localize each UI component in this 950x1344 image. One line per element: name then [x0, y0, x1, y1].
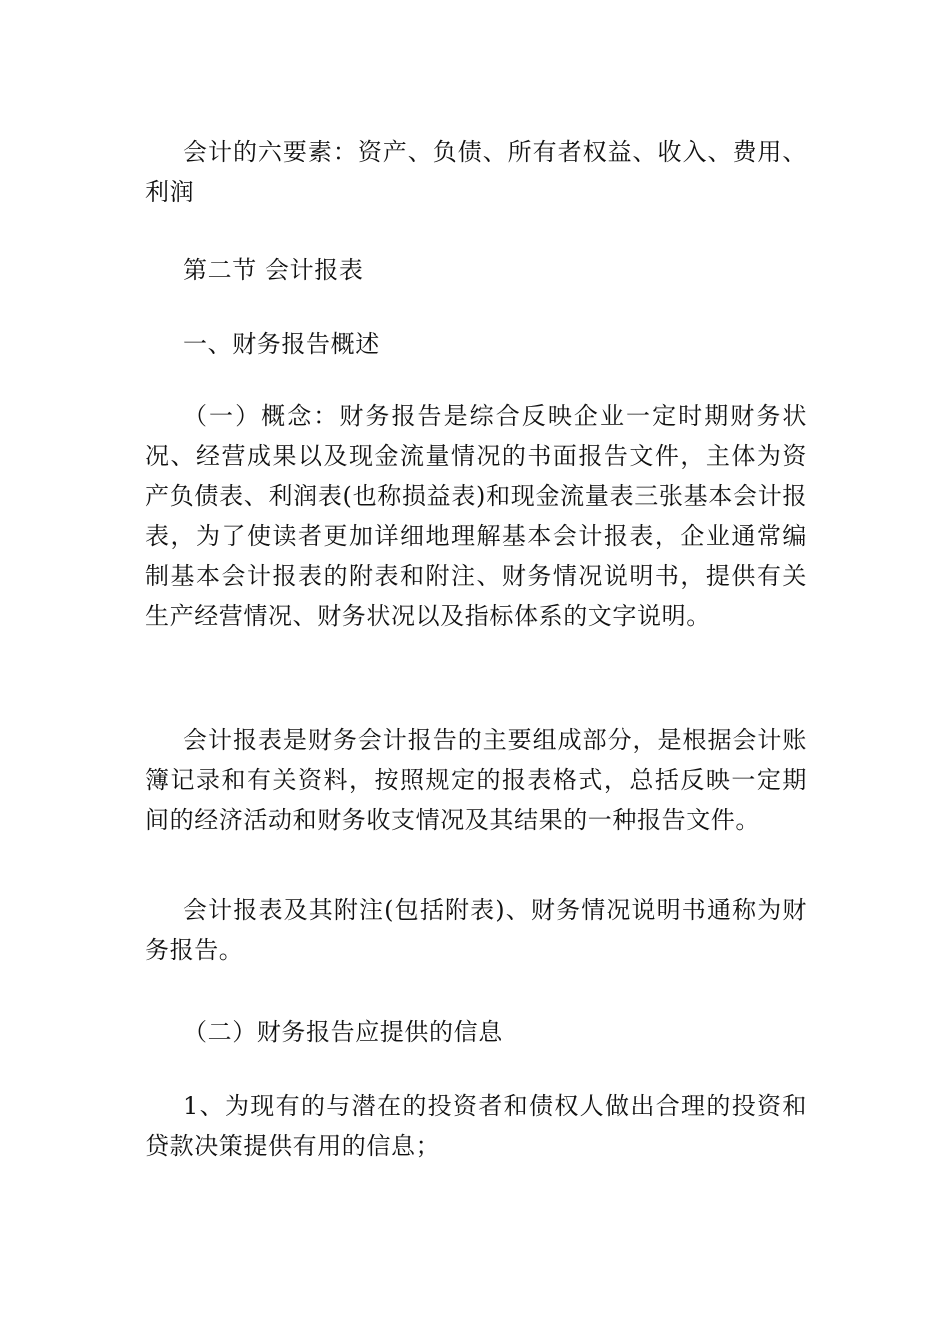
paragraph-accounting-statements: 会计报表是财务会计报告的主要组成部分，是根据会计账簿记录和有关资料，按照规定的报表格式，总括反映一定期间的经济活动和财务收支情况及其结果的一种报告文件。 [145, 726, 807, 834]
paragraph-info-heading: （二）财务报告应提供的信息 [183, 1018, 503, 1046]
paragraph-financial-report-definition: 会计报表及其附注(包括附表)、财务情况说明书通称为财务报告。 [145, 896, 807, 964]
section-heading: 第二节 会计报表 [183, 256, 364, 284]
subsection-heading: 一、财务报告概述 [183, 330, 380, 358]
paragraph-accounting-elements: 会计的六要素：资产、负债、所有者权益、收入、费用、利润 [145, 138, 807, 206]
paragraph-info-item-1: 1、为现有的与潜在的投资者和债权人做出合理的投资和贷款决策提供有用的信息； [145, 1092, 807, 1160]
paragraph-concept: （一）概念：财务报告是综合反映企业一定时期财务状况、经营成果以及现金流量情况的书面报告文件，主体为资产负债表、利润表(也称损益表)和现金流量表三张基本会计报表，为了使读者更加详细地理解基本会计报表，企业通常编制基本会计报表的附表和附注、财务情况说明书，提供有关生产经营情况、财务状况以及指标体系的文字说明。 [145, 402, 807, 630]
